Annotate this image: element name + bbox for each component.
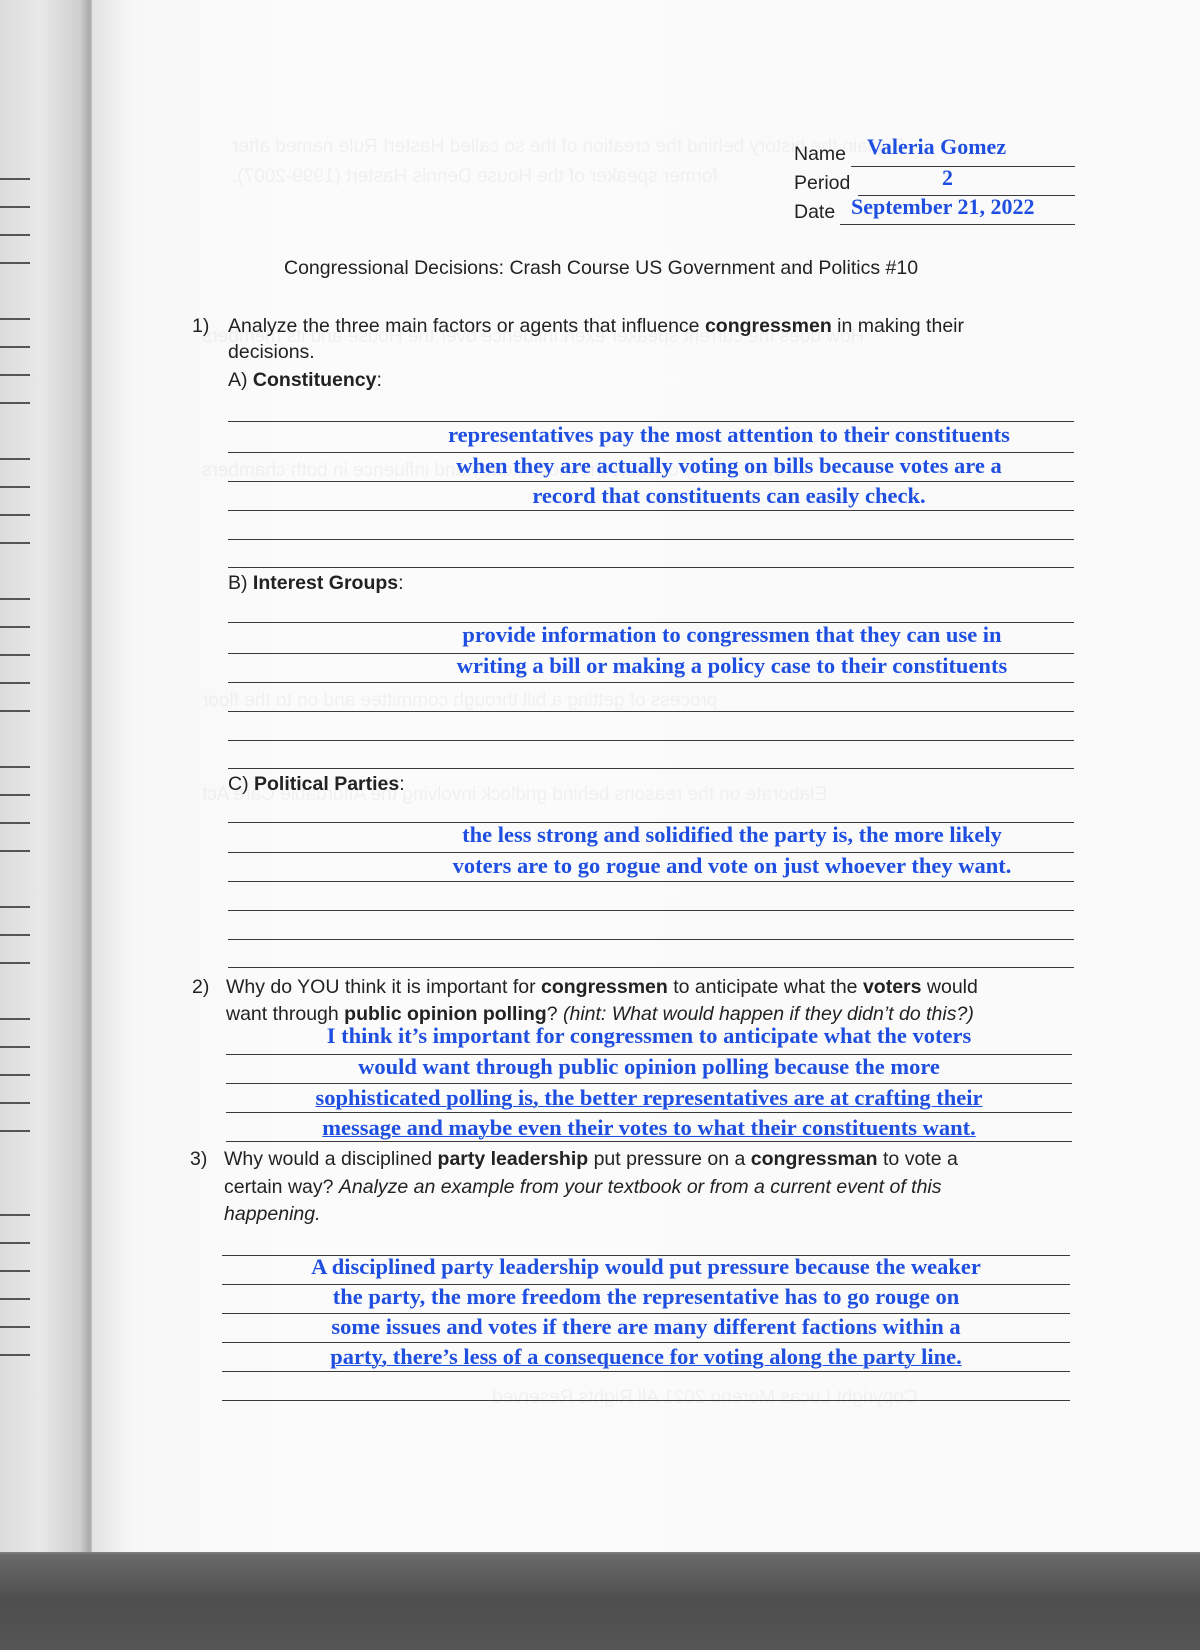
q2-prompt-cont: want through public opinion polling? (hint: What would happen if they didn’t do this?)	[226, 1003, 974, 1025]
q1b-answer-line-1[interactable]: provide information to congressmen that they can use in	[462, 622, 1002, 647]
q3-prompt: Why would a disciplined party leadership put pressure on a congressman to vote a	[224, 1148, 958, 1170]
q1a-answer-line-1[interactable]: representatives pay the most attention to their constituents	[448, 422, 1010, 447]
name-label: Name	[794, 143, 847, 165]
q2-prompt: Why do YOU think it is important for congressmen to anticipate what the voters would	[226, 976, 978, 998]
q1-prompt: Analyze the three main factors or agents that influence congressmen in making their	[228, 315, 964, 337]
q3-number: 3)	[190, 1148, 208, 1170]
q2-answer-line-2[interactable]: would want through public opinion polling because the more	[358, 1054, 940, 1079]
q1a-label: A) Constituency:	[228, 369, 382, 391]
q1a-answer-line-3[interactable]: record that constituents can easily check.	[532, 483, 926, 508]
worksheet-title: Congressional Decisions: Crash Course US Government and Politics #10	[284, 257, 919, 279]
period-label: Period	[794, 172, 851, 194]
binding-edge	[0, 0, 92, 1552]
q3-answer-line-1[interactable]: A disciplined party leadership would put pressure because the weaker	[311, 1254, 981, 1279]
q2-number: 2)	[192, 976, 210, 998]
q3-answer-line-2[interactable]: the party, the more freedom the representative has to go rouge on	[332, 1284, 960, 1309]
q1c-answer-line-2[interactable]: voters are to go rogue and vote on just whoever they want.	[452, 853, 1012, 878]
date-field[interactable]: September 21, 2022	[851, 194, 1035, 219]
period-field[interactable]: 2	[942, 165, 953, 190]
q1b-answer-line-2[interactable]: writing a bill or making a policy case to their constituents	[456, 653, 1008, 678]
name-field[interactable]: Valeria Gomez	[867, 134, 1007, 159]
q1-number: 1)	[192, 315, 210, 337]
q3-answer-line-4[interactable]: party, there’s less of a consequence for voting along the party line.	[330, 1344, 962, 1369]
date-label: Date	[794, 201, 836, 223]
q1c-answer-line-1[interactable]: the less strong and solidified the party is, the more likely	[462, 822, 1002, 847]
q2-answer-line-3[interactable]: sophisticated polling is, the better representatives are at crafting their	[315, 1085, 983, 1110]
q3-prompt-cont: certain way? Analyze an example from your textbook or from a current event of this	[224, 1176, 942, 1198]
q1c-label: C) Political Parties:	[228, 773, 405, 795]
q1b-label: B) Interest Groups:	[228, 572, 404, 594]
q1-prompt-cont: decisions.	[228, 341, 315, 363]
q2-answer-line-4[interactable]: message and maybe even their votes to what their constituents want.	[322, 1115, 976, 1140]
q2-answer-line-1[interactable]: I think it’s important for congressmen to anticipate what the voters	[326, 1023, 972, 1048]
q3-prompt-cont-2: happening.	[224, 1203, 321, 1225]
q1a-answer-line-2[interactable]: when they are actually voting on bills because votes are a	[456, 453, 1002, 478]
q3-answer-line-3[interactable]: some issues and votes if there are many different factions within a	[331, 1314, 961, 1339]
